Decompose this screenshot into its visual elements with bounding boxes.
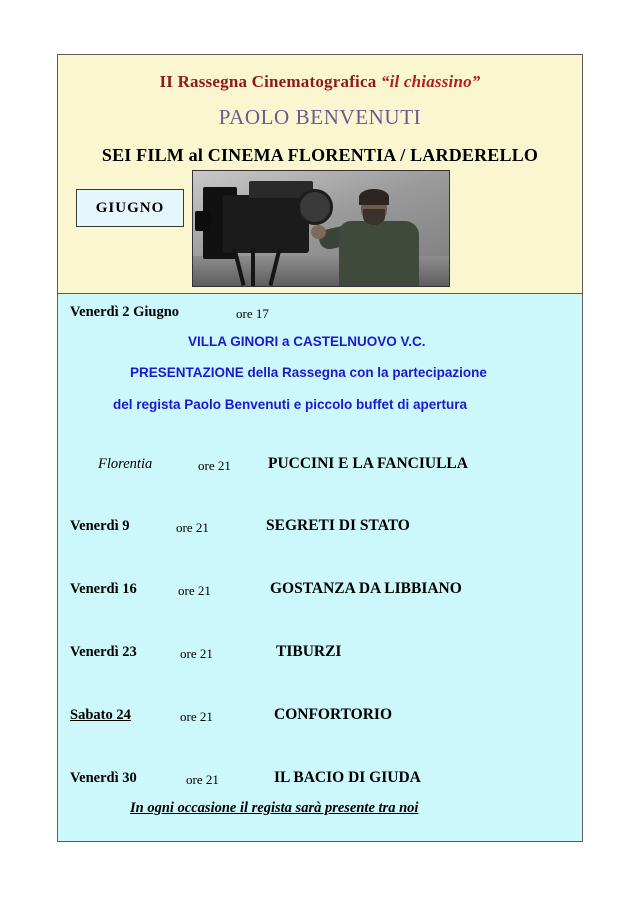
person-hair — [359, 189, 389, 205]
footer-note: In ogni occasione il regista sarà presente tra noi — [130, 800, 419, 816]
schedule-date: Venerdì 30 — [70, 770, 137, 786]
schedule-time: ore 21 — [198, 458, 231, 473]
schedule-film: PUCCINI E LA FANCIULLA — [268, 455, 468, 472]
schedule-date: Florentia — [98, 456, 153, 472]
tripod-leg-icon — [251, 248, 255, 286]
schedule-time: ore 21 — [180, 646, 213, 661]
poster-subtitle: SEI FILM al CINEMA FLORENTIA / LARDERELLO — [101, 145, 539, 165]
director-name: PAOLO BENVENUTI — [218, 105, 422, 129]
schedule-film: CONFORTORIO — [274, 706, 393, 723]
schedule-date: Venerdì 23 — [70, 644, 137, 660]
schedule-time: ore 21 — [176, 520, 209, 535]
festival-title — [58, 72, 582, 92]
schedule-time: ore 21 — [178, 583, 211, 598]
person-hand — [311, 225, 326, 239]
opening-venue: VILLA GINORI a CASTELNUOVO V.C. — [188, 334, 426, 349]
schedule-date: Sabato 24 — [70, 707, 131, 723]
schedule-time: ore 21 — [186, 772, 219, 787]
festival-title-quoted: “il chiassino” — [380, 72, 481, 91]
opening-presentation-line-2: del regista Paolo Benvenuti e piccolo buffet di apertura — [113, 397, 468, 412]
schedule-film: GOSTANZA DA LIBBIANO — [270, 580, 462, 597]
camera-reel-icon — [297, 189, 333, 225]
festival-title-text: II Rassegna Cinematografica — [159, 72, 381, 91]
poster — [57, 54, 583, 844]
poster-header — [57, 54, 583, 294]
opening-time: ore 17 — [236, 306, 269, 321]
schedule-film: SEGRETI DI STATO — [266, 517, 410, 534]
person-beard — [363, 209, 385, 225]
opening-presentation-line-1: PRESENTAZIONE della Rassegna con la partecipazione — [130, 365, 487, 380]
schedule-date: Venerdì 16 — [70, 581, 137, 597]
poster-body — [57, 294, 583, 842]
camera-lens-icon — [195, 211, 211, 231]
schedule-film: IL BACIO DI GIUDA — [274, 769, 421, 786]
schedule-time: ore 21 — [180, 709, 213, 724]
schedule-film: TIBURZI — [276, 643, 342, 660]
director-photo — [192, 170, 450, 287]
opening-date: Venerdì 2 Giugno — [70, 304, 180, 320]
month-badge — [76, 189, 184, 227]
camera-body-icon — [223, 195, 309, 253]
person-body — [339, 221, 419, 287]
schedule-date: Venerdì 9 — [70, 518, 130, 534]
month-badge-label: GIUGNO — [95, 199, 165, 216]
